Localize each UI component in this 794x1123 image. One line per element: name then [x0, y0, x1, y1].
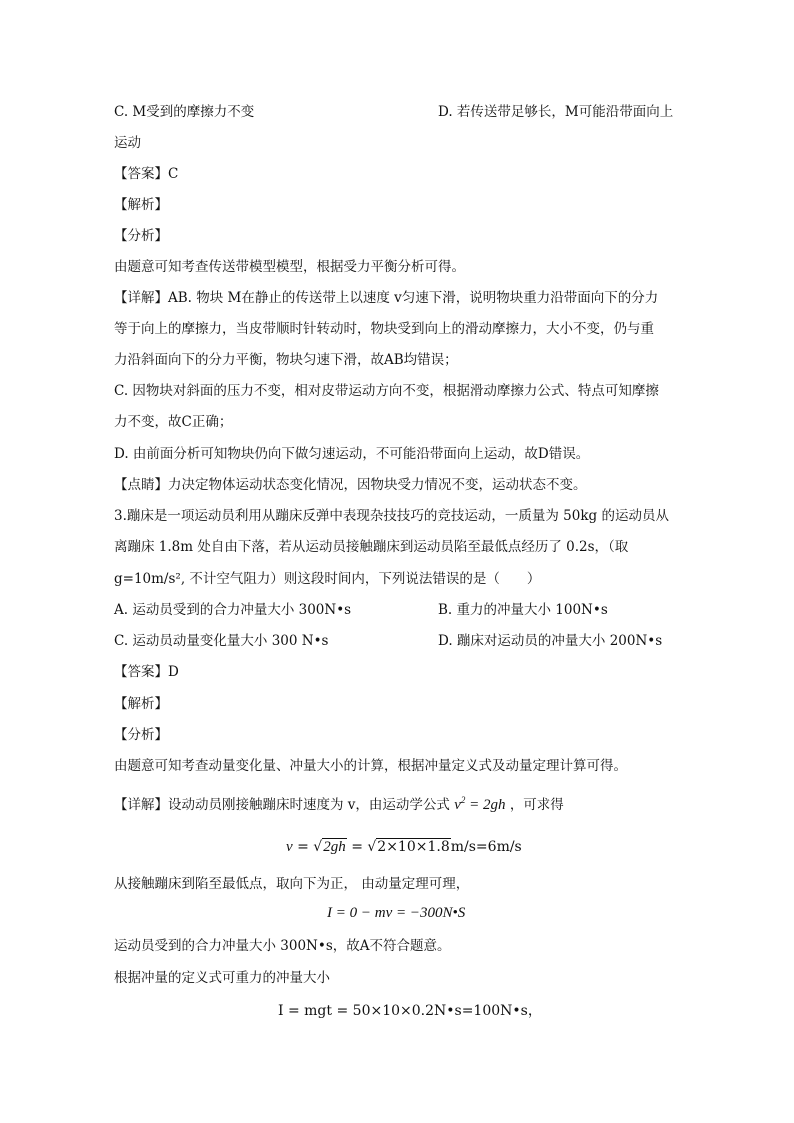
- q3-stem-3: g=10m/s², 不计空气阻力）则这段时间内，下列说法错误的是（ ）: [114, 571, 541, 587]
- fenxi-heading-prev: 【分析】: [114, 228, 168, 244]
- kinematics-formula: $v^2 = 2gh$: [454, 795, 506, 813]
- q3-option-b: B. 重力的冲量大小 100N•s: [438, 602, 608, 618]
- option-d-prev-cont: 运动: [114, 135, 141, 151]
- equation-gravity-impulse: I = mgt = 50×10×0.2N•s=100N•s，: [278, 1003, 542, 1019]
- line-gravity: 根据冲量的定义式可重力的冲量大小: [114, 970, 330, 986]
- q3-option-c: C. 运动员动量变化量大小 300 N•s: [114, 633, 329, 649]
- equation-velocity: v = √2gh = √2×10×1.8m/s=6m/s: [286, 839, 522, 855]
- q3-detail-line: [114, 790, 564, 815]
- q3-fenxi-heading: 【分析】: [114, 727, 168, 743]
- q3-fenxi-text: 由题意可知考查动量变化量、冲量大小的计算，根据冲量定义式及动量定理计算可得。: [114, 758, 627, 774]
- dianjing-prev: 【点睛】力决定物体运动状态变化情况，因物块受力情况不变，运动状态不变。: [114, 477, 587, 493]
- detail-line-4: C. 因物块对斜面的压力不变，相对皮带运动方向不变，根据滑动摩擦力公式、特点可知摩擦: [114, 383, 659, 399]
- q3-option-d: D. 蹦床对运动员的冲量大小 200N•s: [438, 633, 663, 649]
- eq1-unit: m/s=6m/s: [450, 839, 522, 855]
- answer-prev: 【答案】C: [114, 166, 179, 182]
- eq1-sqrt-2: 2×10×1.8: [377, 839, 450, 855]
- equation-impulse: I = 0 − mv = −300N•S: [327, 905, 466, 921]
- q3-detail-text-a: 【详解】设动动员刚接触蹦床时速度为 v，由运动学公式: [114, 797, 450, 813]
- detail-line-6: D. 由前面分析可知物块仍向下做匀速运动，不可能沿带面向上运动，故D错误。: [114, 446, 590, 462]
- line-after-eq2: 运动员受到的合力冲量大小 300N•s，故A不符合题意。: [114, 938, 451, 954]
- detail-line-5: 力不变，故C正确；: [114, 414, 233, 430]
- detail-line-2: 等于向上的摩擦力，当皮带顺时针转动时，物块受到向上的滑动摩擦力，大小不变，仍与重: [114, 321, 654, 337]
- fenxi-text-prev: 由题意可知考查传送带模型模型，根据受力平衡分析可得。: [114, 259, 465, 275]
- q3-answer: 【答案】D: [114, 664, 179, 680]
- q3-stem-1: 3.蹦床是一项运动员利用从蹦床反弹中表现杂技技巧的竞技运动，一质量为 50kg 的运动员从: [114, 508, 669, 524]
- eq1-lhs: v: [286, 839, 293, 855]
- q3-stem-2: 离蹦床 1.8m 处自由下落，若从运动员接触蹦床到运动员陷至最低点经历了 0.2s，（取: [114, 539, 629, 555]
- option-c-prev: C. M受到的摩擦力不变: [114, 104, 255, 120]
- q3-detail-text-b: ，可求得: [509, 797, 564, 813]
- analysis-heading-prev: 【解析】: [114, 197, 168, 213]
- detail-line-3: 力沿斜面向下的分力平衡，物块匀速下滑，故AB均错误；: [114, 352, 458, 368]
- option-d-prev: D. 若传送带足够长，M可能沿带面向上: [438, 104, 674, 120]
- q3-option-a: A. 运动员受到的合力冲量大小 300N•s: [114, 602, 352, 618]
- q3-analysis-heading: 【解析】: [114, 696, 168, 712]
- detail-line-1: 【详解】AB. 物块 M在静止的传送带上以速度 v匀速下滑，说明物块重力沿带面向下的分力: [114, 290, 659, 306]
- eq1-sqrt-1: 2gh: [323, 839, 346, 855]
- line-after-eq1: 从接触蹦床到陷至最低点，取向下为正， 由动量定理可理，: [114, 876, 470, 892]
